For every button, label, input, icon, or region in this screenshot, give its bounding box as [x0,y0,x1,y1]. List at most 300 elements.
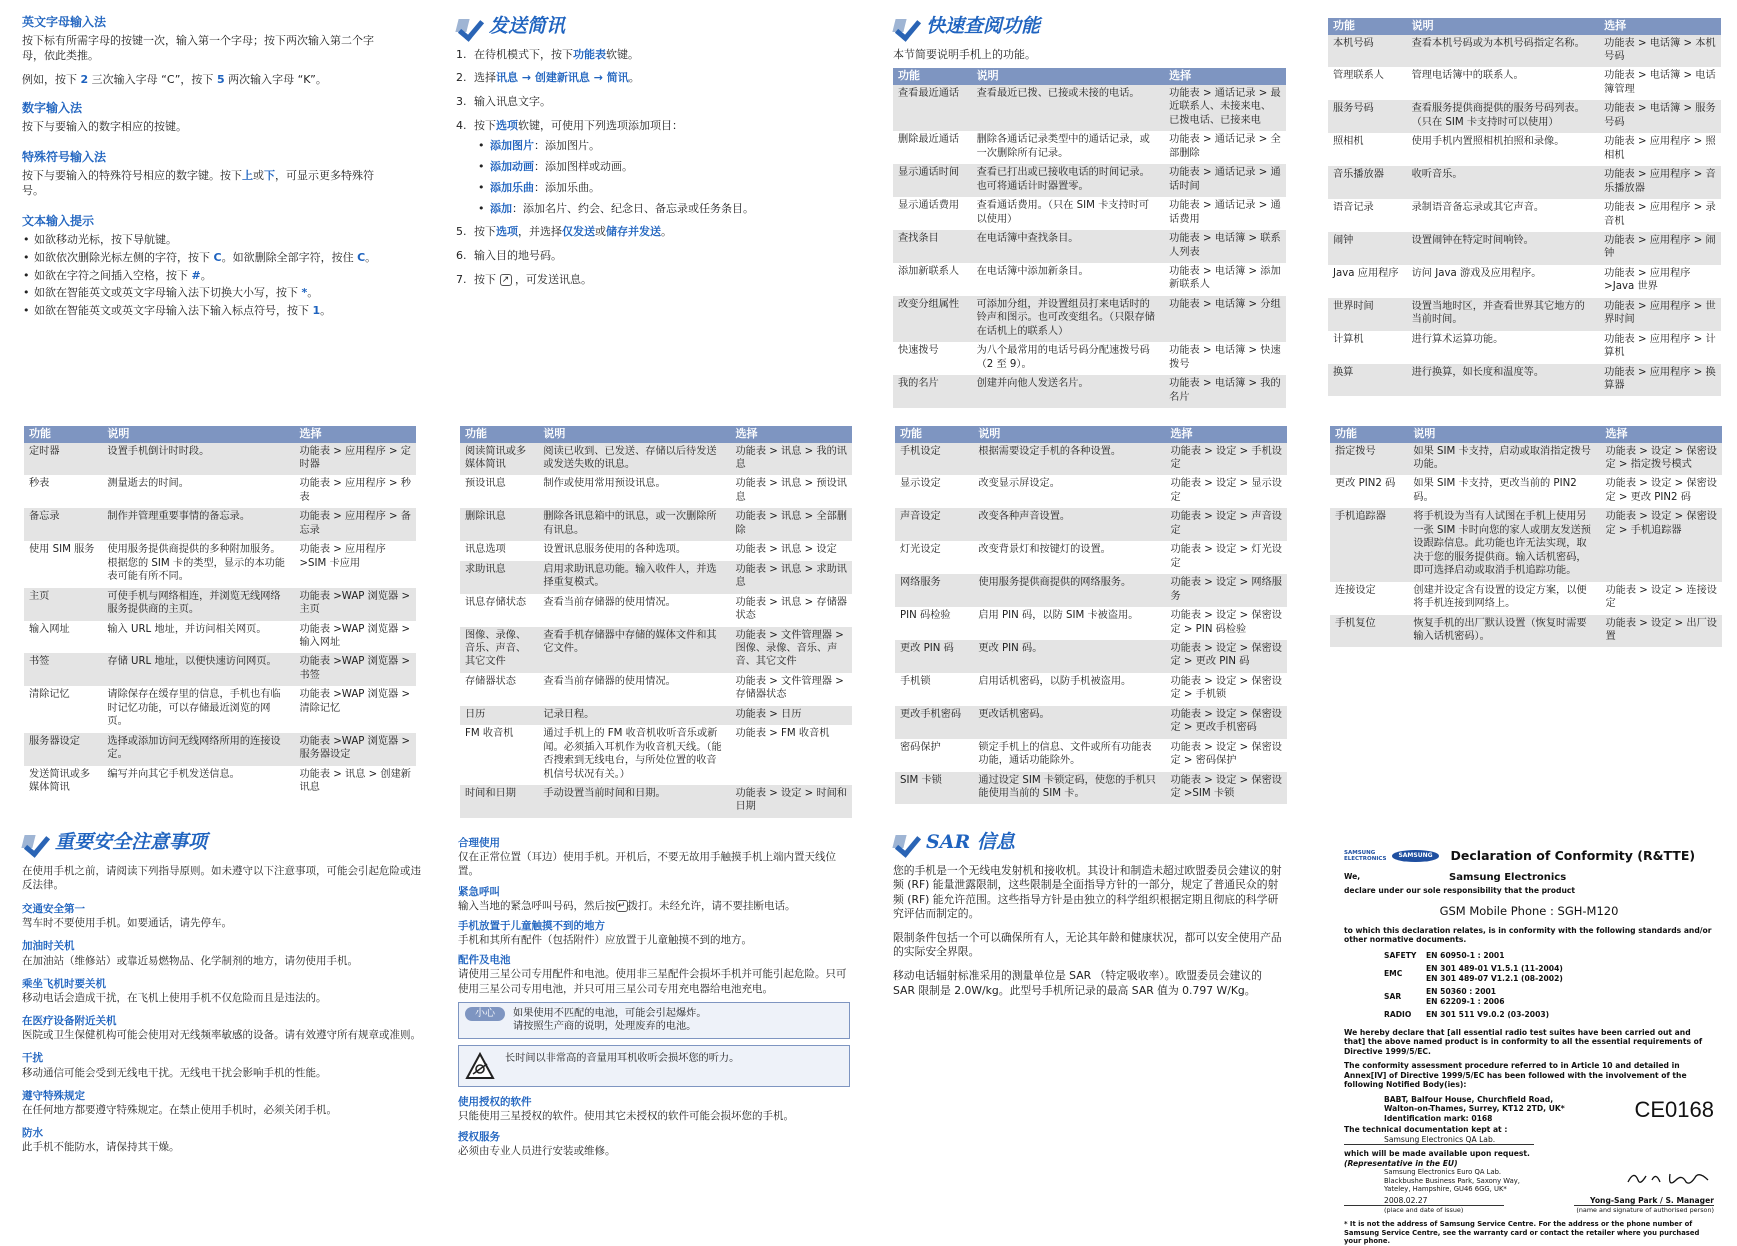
table-cell: 功能表 > 讯息 > 我的讯息 [730,443,852,476]
list-item: 4. 按下选项软键，可使用下列选项添加项目： • 添加图片：添加图片。 • 添加动画：添加图样或动画。 • 添加乐曲：添加乐曲。 • 添加：添加名片、约会、纪念日、备忘录或任务条目。 [456,119,866,216]
check-icon [893,16,920,38]
table-cell: 更改 PIN 码。 [973,640,1165,673]
table-cell: 图像、录像、音乐、声音、其它文件 [460,627,538,673]
heading-symbol-input: 特殊符号输入法 [22,149,107,164]
heading: 乘坐飞机时要关机 [22,977,106,990]
column-header: 功能 [895,426,973,443]
list-item: • 添加图片：添加图片。 [474,139,866,154]
table-cell: 锁定手机上的信息、文件或所有功能表功能，通话功能除外。 [978,741,1152,767]
table-row [24,621,416,654]
table-cell: 使用服务提供商提供的网络服务。 [973,574,1165,607]
table-cell: 功能表 > 设定 > 网络服务 [1165,574,1287,607]
table-cell: 更改 PIN2 码 [1335,478,1396,490]
table-cell: 删除讯息 [460,508,538,541]
table-row [1328,364,1721,397]
table-cell: 查看当前存储器的使用情况。 [543,675,676,687]
table-cell: 功能表 > 应用程序 > 闹钟 [1599,232,1721,265]
table-cell: 功能表 > 通话记录 > 最近联系人、未接来电、已拨电话、已接来电 [1164,85,1286,131]
table-row [895,640,1287,673]
table-cell: 更改话机密码。 [973,706,1165,739]
table-row [893,131,1286,164]
panel-table-apps [24,426,416,794]
table-cell: 功能表 > 应用程序 >Java 世界 [1604,267,1691,293]
table-row [460,561,852,594]
warning-text: 长时间以非常高的音量用耳机收听会损坏您的听力。 [505,1053,740,1065]
column-header: 说明 [102,426,294,443]
table-cell: 功能表 >WAP 浏览器 > 清除记忆 [299,689,411,714]
table-cell: 日历 [460,706,538,725]
table-cell: 换算 [1328,364,1407,397]
table-row [1328,35,1721,68]
table-cell: Java 应用程序 [1333,267,1399,279]
standard-label: RADIO [1384,1010,1412,1020]
table-cell: 更改 PIN 码 [895,640,973,673]
table-row [895,607,1287,640]
standard-row [1344,987,1714,1006]
table-row [1328,298,1721,331]
table-cell: 改变分组属性 [893,296,972,342]
ce-mark: CE0168 [1634,1096,1714,1122]
table-row [460,594,852,627]
table-cell: 启用话机密码，以防手机被盗用。 [978,675,1132,687]
table-header-row [1328,18,1721,35]
table-row [24,541,416,587]
table-cell: 启用 PIN 码，以防 SIM 卡被盗用。 [978,610,1139,622]
caution-tag: 小心 [465,1007,505,1021]
panel-table-settings [895,426,1287,800]
table-row [895,475,1287,508]
table-cell: 手机锁 [900,675,931,687]
table-cell: 使用 SIM 服务 [29,544,95,556]
table-cell: 服务器设定 [24,733,102,766]
table-row [895,739,1287,772]
notified-body: BABT, Balfour House, Churchfield Road, Walton-on-Thames, Surrey, KT12 2TD, UK* Identification mark: 0168 [1384,1094,1565,1123]
list-item: • 如欲移动光标，按下导航键。 [22,233,392,248]
table-cell: 通过手机上的 FM 收音机收听音乐或新闻。必须插入耳机作为收音机天线。（能否搜索到无线电台，与所处位置的收音机信号状况有关。） [543,728,722,780]
table-cell: 删除各通话记录类型中的通话记录，或一次删除所有记录。 [976,134,1150,159]
name-label: (name and signature of authorised person) [1576,1206,1714,1215]
techdoc-place: Samsung Electronics QA Lab. [1344,1135,1534,1145]
table-cell: 快速拨号 [898,345,939,357]
table-cell: 功能表 > 设定 > 手机设定 [1165,443,1287,476]
table-cell: 功能表 > 应用程序 > 定时器 [294,443,416,476]
table-row [460,475,852,508]
table-cell: 功能表 > 设定 > 保密设定 > PIN 码检验 [1170,610,1282,635]
table-cell: 功能表 > 讯息 > 存储器状态 [735,596,847,622]
section-title: SAR 信息 [893,830,1286,856]
section-title: 重要安全注意事项 [22,830,422,856]
table-cell: 为八个最常用的电话号码分配速拨号码（2 至 9）。 [976,345,1150,370]
function-table [1328,18,1721,396]
table-cell: 功能表 > 设定 > 连接设定 [1605,584,1717,610]
warning-note [458,1045,850,1087]
table-row [893,230,1286,263]
table-cell: 功能表 > 电话簿 > 联系人列表 [1164,230,1286,263]
table-cell: 设置当地时区，并查看世界其它地方的当前时间。 [1407,298,1600,331]
table-row [895,706,1287,739]
table-row [895,574,1287,607]
table-row [1328,133,1721,166]
text-alpha-input: 按下标有所需字母的按键一次，输入第一个字母；按下两次输入第二个字母，依此类推。 [22,34,374,63]
heading: 紧急呼叫 [458,885,500,898]
note-text: 如果使用不匹配的电池，可能会引起爆炸。 [513,1007,707,1019]
heading: 配件及电池 [458,954,511,967]
send-key-icon: ↗ [500,274,512,286]
panel-table-messages [460,426,852,813]
table-cell: 我的名片 [893,375,972,408]
table-cell: 声音设定 [895,508,973,541]
list-item: • 添加乐曲：添加乐曲。 [474,181,866,196]
table-cell: 制作或使用常用预设讯息。 [543,478,666,490]
text: 移动电话会造成干扰，在飞机上使用手机不仅危险而且是违法的。 [22,991,327,1004]
safety-item [22,1089,422,1117]
table-row [460,508,852,541]
table-row [1328,166,1721,199]
function-table [893,68,1286,408]
table-cell: 查看本机号码或为本机号码指定名称。 [1407,35,1600,68]
table-cell: 照相机 [1333,136,1364,148]
table-row [460,443,852,476]
table-cell: 书签 [24,653,102,686]
panel-quick-reference [893,14,1286,403]
table-cell: 手机追踪器 [1330,508,1408,581]
standard-row [1344,964,1714,983]
standard-label: SAR [1384,992,1402,1002]
table-cell: 本机号码 [1328,35,1407,68]
table-cell: 记录日程。 [538,706,730,725]
table-cell: 功能表 > 电话簿 > 我的名片 [1164,375,1286,408]
table-cell: 求助讯息 [460,561,538,594]
table-cell: 阅读简讯或多媒体简讯 [460,443,538,476]
table-row [24,588,416,621]
column-header: 选择 [1164,68,1286,85]
table-cell: 功能表 > 设定 > 显示设定 [1170,478,1282,503]
table-cell: 功能表 > 讯息 > 设定 [735,544,837,556]
steps-list [456,48,866,288]
heading: 加油时关机 [22,940,75,953]
note-text: 请按照生产商的说明，处理废弃的电池。 [513,1021,697,1033]
table-row [24,443,416,476]
table-cell: 功能表 > 通话记录 > 通话费用 [1169,200,1281,225]
table-cell: 功能表 > 电话簿 > 快速拨号 [1169,345,1281,370]
table-cell: 进行算术运算功能。 [1411,333,1504,345]
rep-text: (Representative in the EU) [1344,1158,1458,1168]
table-cell: 改变各种声音设置。 [973,508,1165,541]
standard-value: EN 301 489-01 V1.5.1 (11-2004) EN 301 489-07 V1.2.1 (08-2002) [1426,964,1563,983]
table-cell: 音乐播放器 [1328,166,1407,199]
text: 驾车时不要使用手机。如要通话，请先停车。 [22,917,232,930]
function-table [24,426,416,798]
table-cell: 输入网址 [29,623,70,635]
standard-label: SAFETY [1384,950,1417,960]
table-cell: 发送简讯或多媒体简讯 [29,768,91,794]
relates-text: to which this declaration relates, is in conformity with the following standards and/or other normative documents. [1344,925,1712,945]
table-cell: 功能表 > 文件管理器 > 图像、录像、音乐、声音、其它文件 [730,627,852,673]
place-label: (place and date of issue) [1384,1206,1464,1215]
list-item: • 如欲在智能英文或英文字母输入法下输入标点符号，按下 1。 [22,304,392,319]
table-cell: 录制语音备忘录或其它声音。 [1411,202,1545,214]
available-text: which will be made available upon request. [1344,1149,1530,1159]
safety-item [22,977,422,1005]
list-item: 6. 输入目的地号码。 [456,249,562,263]
table-cell: 清除记忆 [29,689,70,701]
tips-list [22,233,392,319]
table-cell: 查看手机存储器中存储的媒体文件和其它文件。 [538,627,730,673]
heading: 防水 [22,1127,43,1140]
table-row [24,766,416,799]
panel-send-sms [456,14,866,384]
table-header-row [895,426,1287,443]
table-row [1328,331,1721,364]
check-icon [893,832,920,854]
table-cell: 显示设定 [900,478,941,490]
column-header: 选择 [1599,18,1721,35]
text: 手机和其所有配件（包括附件）应放置于儿童触摸不到的地方。 [458,934,752,947]
text: 必须由专业人员进行安装或维修。 [458,1144,616,1157]
table-cell: 如果 SIM 卡支持，启动或取消指定拨号功能。 [1408,443,1600,476]
table-cell: 备忘录 [24,508,102,541]
table-cell: 功能表 > 应用程序 > 世界时间 [1599,298,1721,331]
column-header: 功能 [1328,18,1407,35]
issue-date: 2008.02.27 [1344,1196,1504,1206]
table-row [893,296,1286,342]
table-row [895,673,1287,706]
text: 在任何地方都要遵守特殊规定。在禁止使用手机时，必须关闭手机。 [22,1103,337,1116]
table-cell: 功能表 > 设定 > 保密设定 > 更改 PIN2 码 [1605,478,1717,503]
column-header: 功能 [1330,426,1408,443]
column-header: 说明 [1407,18,1600,35]
heading: 遵守特殊规定 [22,1089,85,1102]
table-cell: FM 收音机 [465,728,514,740]
list-item: 5. 按下选项，并选择仅发送或储存并发送。 [456,225,672,239]
text-example: 例如，按下 2 三次输入字母 “C”，按下 5 两次输入字母 “K”。 [22,72,327,86]
standards-list [1344,951,1714,1020]
table-cell: 管理联系人 [1333,70,1384,82]
table-cell: 功能表 > 应用程序 > 计算机 [1604,333,1716,359]
table-cell: 功能表 > 设定 > 保密设定 > 更改手机密码 [1165,706,1287,739]
panel-usage [458,836,850,1226]
table-row [460,706,852,725]
table-row [1328,199,1721,232]
table-cell: 测量逝去的时间。 [107,478,189,490]
table-row [1330,615,1722,648]
table-cell: 功能表 > 通话记录 > 通话时间 [1164,164,1286,197]
text: 只能使用三星授权的软件。使用其它未授权的软件可能会损坏您的手机。 [458,1110,794,1123]
table-cell: 主页 [24,588,102,621]
paragraph: 移动电话辐射标准采用的测量单位是 SAR （特定吸收率）。欧盟委员会建议的 SAR 限制是 2.0W/kg。此型号手机所记录的最高 SAR 值为 0.797 W/Kg。 [893,969,1262,997]
table-row [460,785,852,818]
function-table [895,426,1287,804]
table-cell: 功能表 > 讯息 > 预设讯息 [735,478,847,503]
column-header: 说明 [538,426,730,443]
table-cell: 选择或添加访问无线网络所用的连接设定。 [102,733,294,766]
table-cell: 功能表 >WAP 浏览器 > 输入网址 [299,623,411,648]
table-row [893,263,1286,296]
check-icon [22,832,49,854]
safety-item [22,939,422,967]
caution-note [458,1002,850,1040]
table-cell: 查看服务提供商提供的服务号码列表。（只在 SIM 卡支持时可以使用） [1407,100,1600,133]
text: 移动通信可能会受到无线电干扰。无线电干扰会影响手机的性能。 [22,1066,327,1079]
list-item: 2. 选择讯息 → 创建新讯息 → 简讯。 [456,71,640,85]
table-row [893,342,1286,375]
safety-item [22,1051,422,1079]
table-row [893,197,1286,230]
intro-text: 在使用手机之前，请阅读下列指导原则。如未遵守以下注意事项，可能会引起危险或违反法律。 [22,864,421,891]
table-cell: 功能表 > 设定 > 灯光设定 [1170,544,1282,569]
table-cell: 时间和日期 [460,785,538,818]
check-icon [456,16,483,38]
panel-text-input [22,14,392,384]
table-cell: 改变背景灯和按键灯的设置。 [978,544,1111,556]
table-cell: 灯光设定 [900,544,941,556]
table-row [895,508,1287,541]
table-header-row [460,426,852,443]
table-cell: 功能表 > 设定 > 保密设定 > 更改 PIN 码 [1165,640,1287,673]
table-cell: 手机复位 [1330,615,1408,648]
table-cell: 功能表 > 应用程序 > 录音机 [1604,202,1716,227]
text: 此手机不能防水，请保持其干燥。 [22,1141,180,1154]
standard-value: EN 60950-1 : 2001 [1426,950,1505,960]
heading: 交通安全第一 [22,902,85,915]
table-row [460,673,852,706]
column-header: 功能 [24,426,102,443]
table-cell: 功能表 > 应用程序 > 音乐播放器 [1599,166,1721,199]
table-cell: 指定拨号 [1330,443,1408,476]
table-cell: 功能表 > 设定 > 保密设定 > 手机追踪器 [1600,508,1722,581]
table-row [1330,475,1722,508]
table-cell: 显示通话时间 [893,164,972,197]
table-row [460,627,852,673]
table-row [460,725,852,785]
table-cell: 功能表 > 电话簿 > 添加新联系人 [1169,265,1281,291]
table-cell: 改变显示屏设定。 [978,478,1060,490]
table-cell: 功能表 > 设定 > 出厂设置 [1600,615,1722,648]
column-header: 选择 [294,426,416,443]
column-header: 说明 [972,68,1165,85]
standard-row [1344,1010,1714,1019]
heading: 合理使用 [458,837,500,849]
table-cell: 输入 URL 地址，并访问相关网页。 [107,623,267,635]
table-cell: 收听音乐。 [1407,166,1600,199]
table-cell: 功能表 > 应用程序 > 换算器 [1599,364,1721,397]
standard-label: EMC [1384,969,1403,979]
list-item: 3. 输入讯息文字。 [456,95,551,109]
table-row [1328,265,1721,298]
table-row [893,85,1286,131]
table-cell: 存储器状态 [465,675,516,687]
text: 在加油站（维修站）或靠近易燃物品、化学制剂的地方，请勿使用手机。 [22,954,358,967]
heading: 干扰 [22,1052,43,1065]
table-row [893,375,1286,408]
table-cell: 查看最近已拨、已接或未接的电话。 [972,85,1165,131]
safety-item [22,1014,422,1042]
list-item: 1. 在待机模式下，按下功能表软键。 [456,47,639,61]
panel-table-security [1330,426,1722,766]
table-row [1330,508,1722,581]
table-cell: 更改手机密码 [895,706,973,739]
table-row [460,541,852,560]
signature-image [1624,1168,1714,1190]
table-header-row [24,426,416,443]
table-cell: 查找条目 [893,230,972,263]
table-cell: 使用手机内置照相机拍照和录像。 [1411,136,1565,148]
table-cell: 功能表 > 设定 > 保密设定 > 手机锁 [1170,675,1282,701]
table-cell: 编写并向其它手机发送信息。 [107,768,240,780]
table-cell: 功能表 >WAP 浏览器 > 服务器设定 [294,733,416,766]
table-cell: 世界时间 [1328,298,1407,331]
table-cell: 讯息选项 [465,544,506,556]
standard-value: EN 301 511 V9.0.2 (03-2003) [1426,1010,1550,1020]
declaration-title: Declaration of Conformity (R&TTE) [1450,848,1696,863]
table-cell: 功能表 > 电话簿 > 服务号码 [1599,100,1721,133]
table-cell: 访问 Java 游戏及应用程序。 [1411,267,1542,279]
table-row [24,508,416,541]
table-cell: 功能表 > 应用程序 > 备忘录 [294,508,416,541]
intro-text: 本节简要说明手机上的功能。 [893,47,1036,61]
text: 输入当地的紧急呼叫号码，然后按 ↵ 拨打。未经允许，请不要挂断电话。 [458,899,796,912]
table-cell: 定时器 [24,443,102,476]
table-cell: 请除保存在缓存里的信息，手机也有临时记忆功能，可以存储最近浏览的网页。 [107,689,281,728]
table-cell: 功能表 > FM 收音机 [735,728,830,740]
table-cell: 查看最近通话 [893,85,972,131]
table-cell: 查看通话费用。（只在 SIM 卡支持时可以使用） [976,200,1150,225]
table-cell: 功能表 > 讯息 > 求助讯息 [730,561,852,594]
table-cell: 服务号码 [1328,100,1407,133]
table-cell: 功能表 > 应用程序 >SIM 卡应用 [299,544,386,569]
table-cell: 功能表 > 设定 > 时间和日期 [730,785,852,818]
section-title: 快速查阅功能 [893,14,1286,40]
table-cell: 设置手机倒计时时段。 [102,443,294,476]
safety-item [22,902,422,930]
table-row [1330,443,1722,476]
table-cell: 功能表 > 应用程序 > 照相机 [1604,136,1716,161]
table-row [895,541,1287,574]
heading: 授权服务 [458,1130,500,1143]
function-table [460,426,852,818]
table-header-row [1330,426,1722,443]
table-cell: 阅读已收到、已发送、存储以后待发送或发送失败的讯息。 [538,443,730,476]
section-title: 发送简讯 [456,14,866,40]
list-item: • 如欲在字符之间插入空格，按下 #。 [22,269,392,284]
column-header: 功能 [893,68,972,85]
table-cell: 闹钟 [1328,232,1407,265]
table-cell: 查看当前存储器的使用情况。 [543,596,676,608]
table-cell: 功能表 > 电话簿 > 本机号码 [1599,35,1721,68]
table-cell: 连接设定 [1335,584,1376,596]
panel-safety [22,830,422,1220]
table-cell: 删除最近通话 [898,134,960,146]
table-row [893,164,1286,197]
heading-number-input: 数字输入法 [22,100,83,115]
heading: 使用授权的软件 [458,1096,532,1109]
table-cell: 创建并向他人发送名片。 [972,375,1165,408]
standard-row [1344,951,1714,960]
table-cell: 讯息存储状态 [465,596,527,608]
table-cell: 添加新联系人 [898,265,960,277]
text: 仅在正常位置（耳边）使用手机。开机后，不要无故用手触摸手机上端内置天线位置。 [458,851,836,878]
table-cell: 功能表 > 文件管理器 > 存储器状态 [735,675,844,701]
heading-alpha-input: 英文字母输入法 [22,15,107,29]
paragraph: 您的手机是一个无线电发射机和接收机。其设计和制造未超过欧盟委员会建议的射频 (RF) 能量泄露限制，这些限制是全面指导方针的一部分，规定了普通民众的射频 (RF) 能允许范围。这些指导方针是由独立的科学组织根据定期且彻底的科学研究评估而制定的。 [893,863,1282,921]
table-cell: 手动设置当前时间和日期。 [538,785,730,818]
table-cell: 查看已打出或已接收电话的时间记录。也可将通话计时器置零。 [972,164,1165,197]
heading: 在医疗设备附近关机 [22,1015,117,1028]
table-cell: 功能表 > 设定 > 保密设定 >SIM 卡锁 [1165,772,1287,805]
table-cell: 在电话簿中添加新条目。 [976,265,1089,277]
table-cell: 可添加分组，并设置组员打来电话时的铃声和图示。也可改变组名。（只限存储在话机上的联系人） [972,296,1165,342]
table-cell: 启用求助讯息功能。输入收件人，并选择重复模式。 [538,561,730,594]
